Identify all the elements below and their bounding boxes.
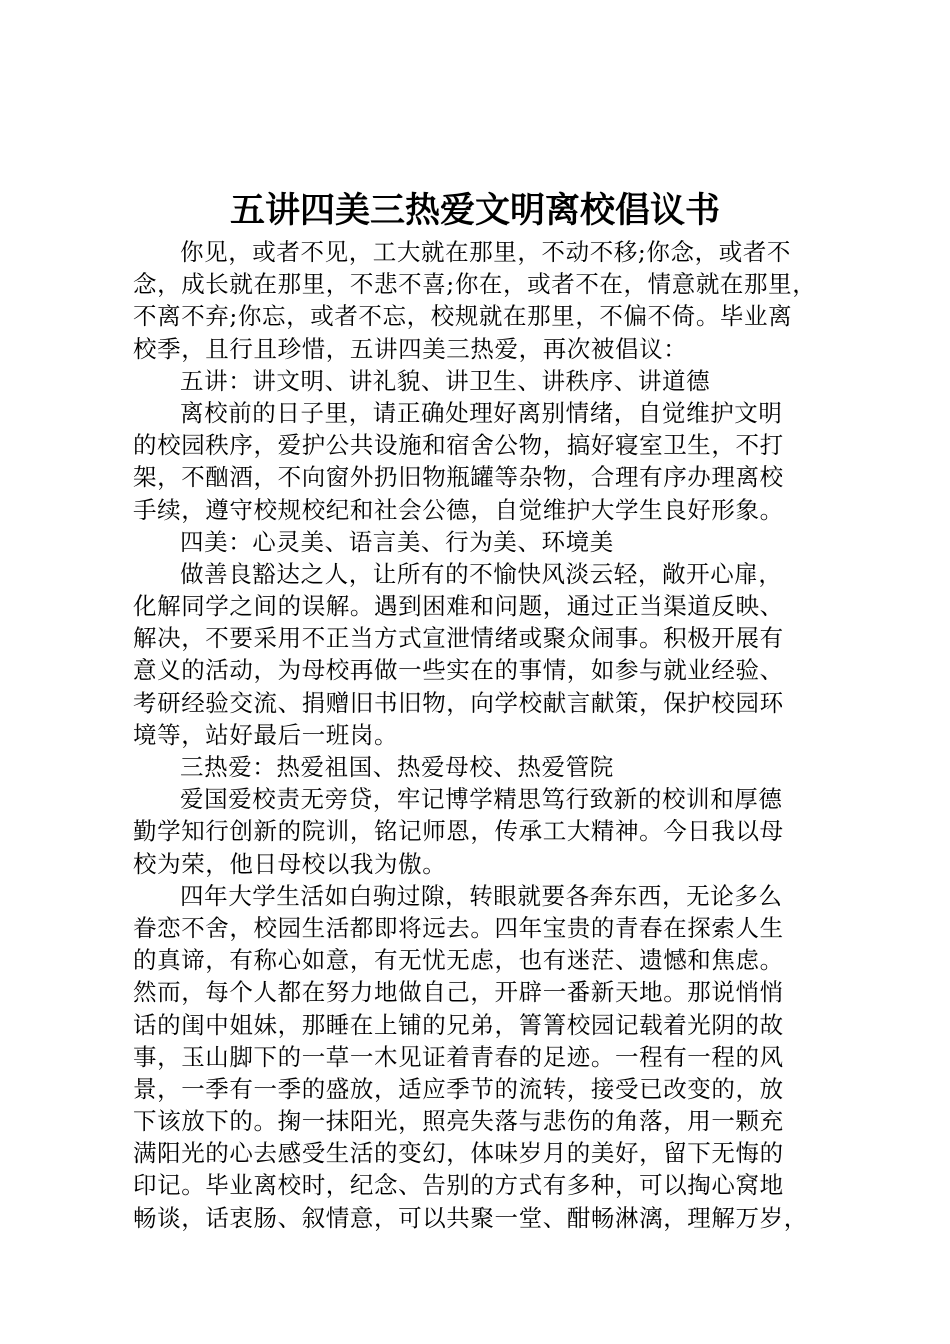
body-line: 念，成长就在那里，不悲不喜;你在，或者不在，情意就在那里， [133,270,817,299]
body-line: 的真谛，有称心如意，有无忧无虑，也有迷茫、遗憾和焦虑。 [133,946,784,975]
body-line: 事，玉山脚下的一草一木见证着青春的足迹。一程有一程的风 [133,1042,784,1071]
body-line: 勤学知行创新的院训，铭记师恩，传承工大精神。今日我以母 [133,817,784,846]
body-line: 下该放下的。掬一抹阳光，照亮失落与悲伤的角落，用一颗充 [133,1107,784,1136]
document-title: 五讲四美三热爱文明离校倡议书 [229,191,720,231]
body-line: 景，一季有一季的盛放，适应季节的流转，接受已改变的，放 [133,1074,784,1103]
body-line: 的校园秩序，爱护公共设施和宿舍公物，搞好寝室卫生，不打 [133,431,784,460]
body-line: 满阳光的心去感受生活的变幻，体味岁月的美好，留下无悔的 [133,1139,784,1168]
body-line: 你见，或者不见，工大就在那里，不动不移;你念，或者不 [180,238,792,266]
body-line: 五讲：讲文明、讲礼貌、讲卫生、讲秩序、讲道德 [180,366,711,395]
body-line: 做善良豁达之人，让所有的不愉快风淡云轻，敞开心扉， [180,559,783,588]
body-line: 校为荣，他日母校以我为傲。 [133,849,447,878]
body-line: 畅谈，话衷肠、叙情意，可以共聚一堂、酣畅淋漓，理解万岁， [133,1203,808,1232]
document-body [133,236,823,1234]
body-line: 四年大学生活如白驹过隙，转眼就要各奔东西，无论多么 [180,881,783,910]
body-line: 解决，不要采用不正当方式宣泄情绪或聚众闹事。积极开展有 [133,624,784,653]
body-line: 考研经验交流、捐赠旧书旧物，向学校献言献策，保护校园环 [133,688,784,717]
body-line: 架，不酗酒，不向窗外扔旧物瓶罐等杂物，合理有序办理离校 [133,463,784,492]
body-line: 手续，遵守校规校纪和社会公德，自觉维护大学生良好形象。 [133,495,784,524]
body-line: 不离不弃;你忘，或者不忘，校规就在那里，不偏不倚。毕业离 [133,302,793,331]
body-line: 爱国爱校责无旁贷，牢记博学精思笃行致新的校训和厚德 [180,785,783,814]
body-line: 话的闺中姐妹，那睡在上铺的兄弟，箐箐校园记载着光阴的故 [133,1010,784,1039]
body-line: 境等，站好最后一班岗。 [133,720,399,749]
body-line: 校季，且行且珍惜，五讲四美三热爱，再次被倡议： [133,334,688,363]
body-line: 离校前的日子里，请正确处理好离别情绪，自觉维护文明 [180,398,783,427]
body-line: 意义的活动，为母校再做一些实在的事情，如参与就业经验、 [133,656,784,685]
body-line: 四美：心灵美、语言美、行为美、环境美 [180,527,614,556]
body-line: 三热爱：热爱祖国、热爱母校、热爱管院 [180,753,614,781]
body-line: 化解同学之间的误解。遇到困难和问题，通过正当渠道反映、 [133,592,784,621]
body-line: 眷恋不舍，校园生活都即将远去。四年宝贵的青春在探索人生 [133,913,784,942]
body-line: 然而，每个人都在努力地做自己，开辟一番新天地。那说悄悄 [133,978,784,1007]
body-line: 印记。毕业离校时，纪念、告别的方式有多种，可以掏心窝地 [133,1171,784,1200]
